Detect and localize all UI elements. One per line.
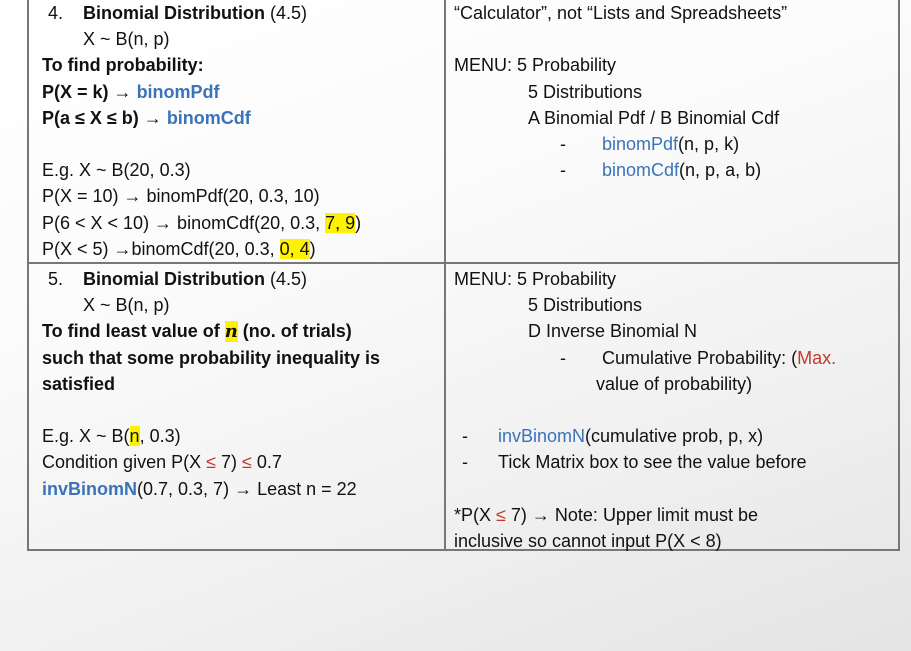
row5-tick-note: - Tick Matrix box to see the value before (454, 449, 836, 475)
row5-heading-line2: such that some probability inequality is (42, 347, 381, 368)
row4-rule-cdf: P(a ≤ X ≤ b) → binomCdf (42, 107, 251, 128)
row4-example-2: P(6 < X < 10) → binomCdf(20, 0.3, 7, 9) (42, 212, 362, 233)
row4-menu-label: MENU: 5 Probability (454, 55, 617, 76)
row4-notation: X ~ B(n, p) (83, 29, 170, 50)
row5-left-cell (42, 266, 380, 502)
row5-submenu: 5 Distributions (528, 295, 643, 316)
row5-option: D Inverse Binomial N (528, 321, 698, 342)
row5-heading: To find least value of n (no. of trials) (42, 321, 352, 343)
row4-right-cell (454, 0, 787, 183)
notes-table (27, 0, 900, 551)
row5-example-header: E.g. X ~ B(n, 0.3) (42, 426, 181, 447)
row5-func-invbinomn: - invBinomN(cumulative prob, p, x) (454, 423, 836, 449)
row4-option: A Binomial Pdf / B Binomial Cdf (528, 107, 780, 128)
bullet-dash: - (462, 426, 468, 447)
highlight: n (129, 426, 140, 447)
row4-example-3: P(X < 5) →binomCdf(20, 0.3, 0, 4) (42, 238, 316, 259)
row-divider (29, 262, 898, 264)
highlight: n (224, 321, 238, 343)
row4-example-1: P(X = 10) → binomPdf(20, 0.3, 10) (42, 186, 320, 207)
bullet-dash: - (560, 133, 566, 154)
arrow-icon: → (143, 107, 162, 128)
row5-footnote-line2: inclusive so cannot input P(X < 8) (454, 530, 722, 551)
row4-left-cell (42, 0, 361, 262)
column-divider (444, 0, 446, 549)
row4-heading: To find probability: (42, 55, 204, 76)
highlight: 0, 4 (279, 238, 310, 259)
row4-func-pdf: - binomPdf(n, p, k) (454, 131, 787, 157)
row5-title: 5. Binomial Distribution (4.5) (48, 269, 308, 289)
row5-result: invBinomN(0.7, 0.3, 7) → Least n = 22 (42, 478, 357, 499)
row5-cumulative-prob-line2: value of probability) (596, 373, 753, 394)
row5-menu-label: MENU: 5 Probability (454, 269, 617, 289)
row5-cumulative-prob: - Cumulative Probability: (Max. (454, 345, 836, 371)
row4-submenu: 5 Distributions (528, 81, 643, 102)
row4-calculator-note: “Calculator”, not “Lists and Spreadsheets” (454, 3, 788, 23)
bullet-dash: - (462, 452, 468, 473)
arrow-icon: → (113, 81, 132, 102)
row4-rule-pdf: P(X = k) → binomPdf (42, 81, 220, 102)
bullet-dash: - (560, 347, 566, 368)
row5-footnote: *P(X ≤ 7) → Note: Upper limit must be (454, 504, 758, 525)
row5-heading-line3: satisfied (42, 373, 116, 394)
row5-right-cell (454, 266, 836, 554)
bullet-dash: - (560, 160, 566, 181)
row5-notation: X ~ B(n, p) (83, 295, 170, 316)
row5-condition: Condition given P(X ≤ 7) ≤ 0.7 (42, 452, 282, 473)
highlight: 7, 9 (325, 212, 356, 233)
row4-example-header: E.g. X ~ B(20, 0.3) (42, 160, 191, 181)
row4-func-cdf: - binomCdf(n, p, a, b) (454, 157, 787, 183)
row4-title: 4. Binomial Distribution (4.5) (48, 3, 308, 23)
